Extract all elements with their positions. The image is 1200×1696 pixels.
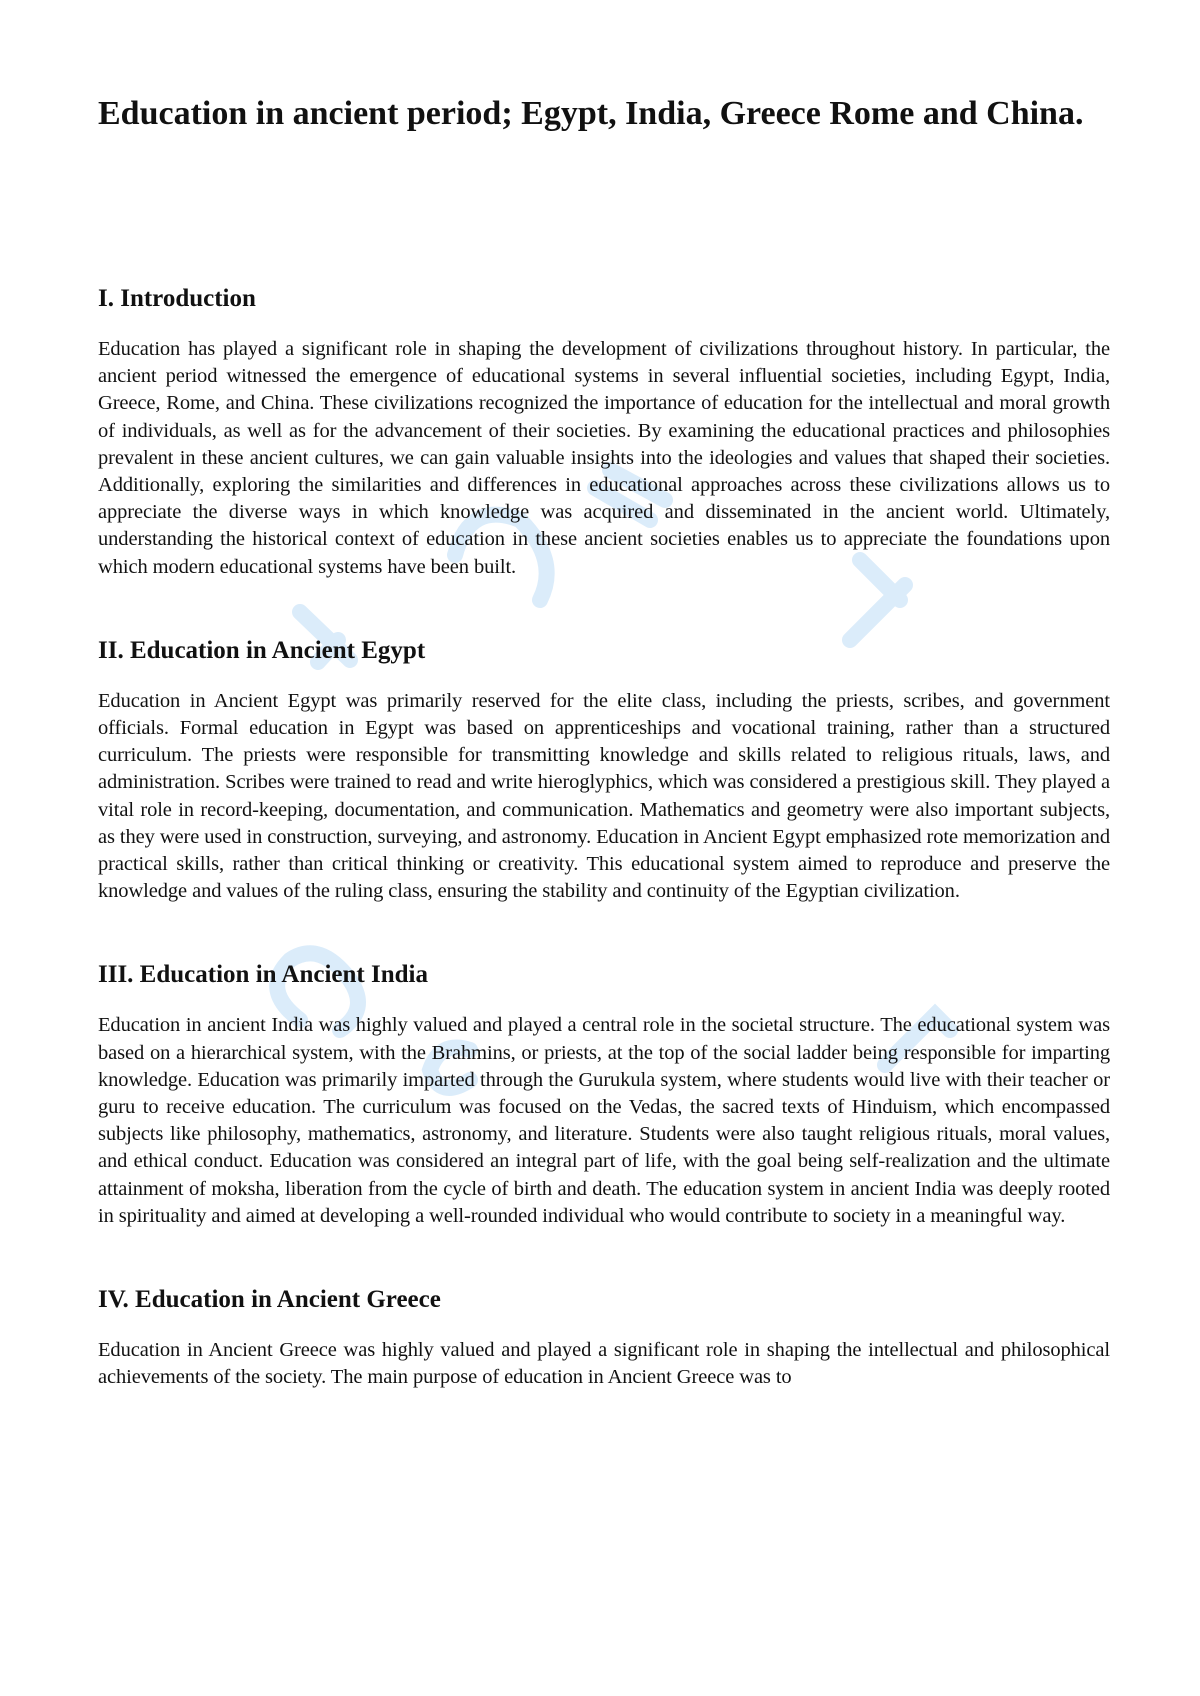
section-heading-introduction: I. Introduction bbox=[98, 285, 256, 312]
section-heading-egypt: II. Education in Ancient Egypt bbox=[98, 636, 426, 664]
document-content bbox=[98, 92, 1110, 1391]
section-heading-india: III. Education in Ancient India bbox=[98, 961, 428, 989]
section-body-introduction: Education has played a significant role in shaping the development of civilizations throughout history. In particular, the ancient period witnessed the emergence of educational systems in several influential societies, including Egypt, India, Greece, Rome, and China. These civilizations recognized the importance of education for the intellectual and moral growth of individuals, as well as for the advancement of their societies. By examining the educational practices and philosophies prevalent in these ancient cultures, we can gain valuable insights into the ideologies and values that shaped their societies. Additionally, exploring the similarities and differences in educational approaches across these civilizations allows us to appreciate the diverse ways in which knowledge was acquired and disseminated in the ancient world. Ultimately, understanding the historical context of education in these ancient societies enables us to appreciate the foundations upon which modern educational systems have been built. bbox=[98, 338, 1110, 578]
section-body-india: Education in ancient India was highly valued and played a central role in the societal structure. The educational system was based on a hierarchical system, with the Brahmins, or priests, at the top of the social ladder being responsible for imparting knowledge. Education was primarily imparted through the Gurukula system, where students would live with their teacher or guru to receive education. The curriculum was focused on the Vedas, the sacred texts of Hinduism, which encompassed subjects like philosophy, mathematics, astronomy, and literature. Students were also taught religious rituals, moral values, and ethical conduct. Education was considered an integral part of life, with the goal being self-realization and the ultimate attainment of moksha, liberation from the cycle of birth and death. The education system in ancient India was deeply rooted in spirituality and aimed at developing a well-rounded individual who would contribute to society in a meaningful way. bbox=[98, 1014, 1110, 1227]
document-title: Education in ancient period; Egypt, India, Greece Rome and China. bbox=[98, 95, 1084, 132]
section-body-greece: Education in Ancient Greece was highly valued and played a significant role in shaping the intellectual and philosophical achievements of the society. The main purpose of education in Ancient Greece was to bbox=[98, 1339, 1110, 1389]
section-heading-greece: IV. Education in Ancient Greece bbox=[98, 1286, 441, 1314]
section-body-egypt: Education in Ancient Egypt was primarily reserved for the elite class, including the priests, scribes, and government officials. Formal education in Egypt was based on apprenticeships and vocational training, rather than a structured curriculum. The priests were responsible for transmitting knowledge and skills related to religious rituals, laws, and administration. Scribes were trained to read and write hieroglyphics, which was considered a prestigious skill. They played a vital role in record-keeping, documentation, and communication. Mathematics and geometry were also important subjects, as they were used in construction, surveying, and astronomy. Education in Ancient Egypt emphasized rote memorization and practical skills, rather than critical thinking or creativity. This educational system aimed to reproduce and preserve the knowledge and values of the ruling class, ensuring the stability and continuity of the Egyptian civilization. bbox=[98, 689, 1110, 903]
